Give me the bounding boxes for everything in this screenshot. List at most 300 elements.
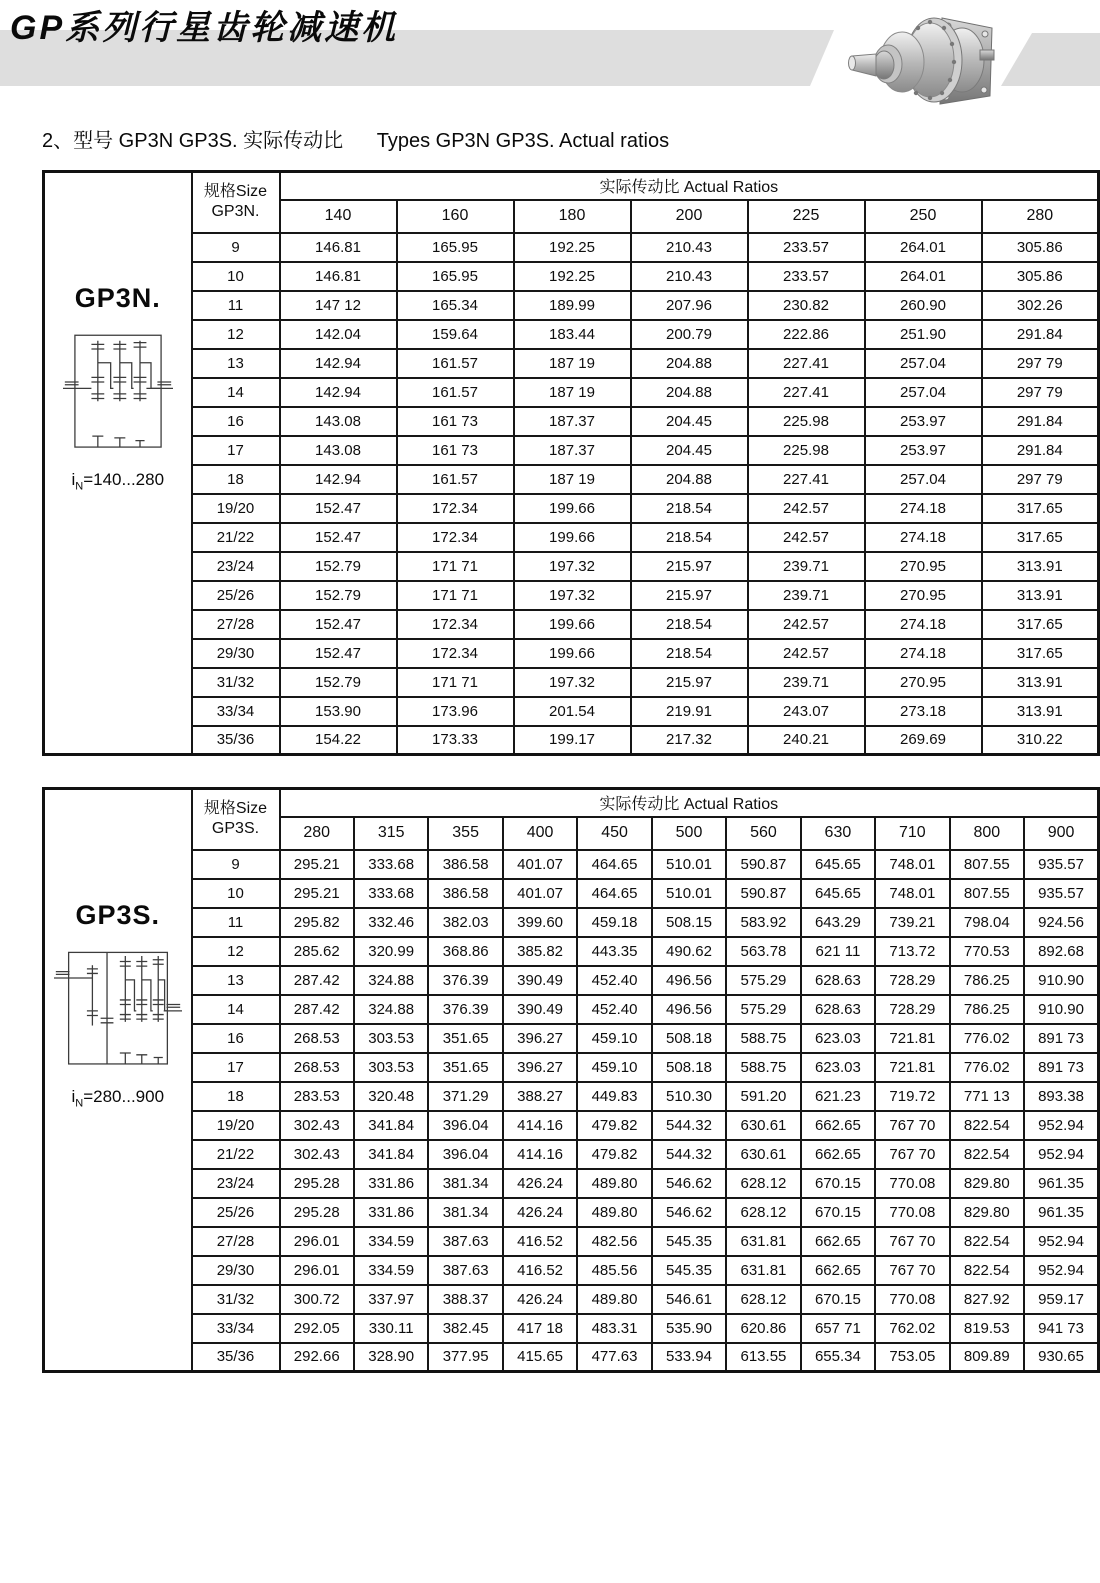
ratio-cell: 270.95 [865, 581, 982, 610]
ratio-cell: 628.63 [801, 995, 875, 1024]
table-row [44, 966, 1099, 995]
ratio-cell: 591.20 [726, 1082, 800, 1111]
ratio-cell: 630.61 [726, 1111, 800, 1140]
ratio-cell: 295.21 [280, 850, 354, 879]
table-row [44, 1285, 1099, 1314]
ratio-cell: 217.32 [631, 726, 748, 755]
ratio-cell: 829.80 [950, 1169, 1024, 1198]
ratio-cell: 819.53 [950, 1314, 1024, 1343]
page-title: GP系列行星齿轮减速机 [10, 9, 399, 47]
table-row [44, 1227, 1099, 1256]
ratio-cell: 152.79 [280, 552, 397, 581]
ratio-cell: 204.45 [631, 436, 748, 465]
ratio-cell: 302.43 [280, 1111, 354, 1140]
ratio-cell: 324.88 [354, 995, 428, 1024]
ratio-cell: 187 19 [514, 349, 631, 378]
ratio-col-header: 140 [280, 200, 397, 233]
ratio-cell: 952.94 [1024, 1256, 1099, 1285]
ratio-cell: 331.86 [354, 1169, 428, 1198]
size-cell: 35/36 [192, 1343, 280, 1372]
ratio-cell: 753.05 [875, 1343, 949, 1372]
ratio-cell: 482.56 [577, 1227, 651, 1256]
ratio-cell: 295.82 [280, 908, 354, 937]
ratio-cell: 827.92 [950, 1285, 1024, 1314]
ratio-cell: 159.64 [397, 320, 514, 349]
ratio-cell: 320.48 [354, 1082, 428, 1111]
ratio-cell: 822.54 [950, 1111, 1024, 1140]
size-cell: 31/32 [192, 1285, 280, 1314]
ratio-cell: 376.39 [428, 966, 502, 995]
gp3s-ratio-range: $i_N=280...900$ [71, 1087, 165, 1110]
ratio-cell: 798.04 [950, 908, 1024, 937]
ratio-cell: 952.94 [1024, 1140, 1099, 1169]
table-row [44, 995, 1099, 1024]
ratio-cell: 631.81 [726, 1227, 800, 1256]
ratio-cell: 199.66 [514, 494, 631, 523]
ratio-cell: 199.66 [514, 523, 631, 552]
ratio-col-header: 900 [1024, 817, 1099, 850]
ratio-cell: 218.54 [631, 610, 748, 639]
size-cell: 11 [192, 291, 280, 320]
ratio-cell: 334.59 [354, 1256, 428, 1285]
ratio-cell: 385.82 [503, 937, 577, 966]
ratio-cell: 770.08 [875, 1169, 949, 1198]
ratio-cell: 510.01 [652, 879, 726, 908]
ratio-cell: 233.57 [748, 233, 865, 262]
decorative-parallelogram [1001, 33, 1100, 86]
ratio-cell: 297 79 [982, 465, 1099, 494]
ratio-cell: 172.34 [397, 523, 514, 552]
ratio-cell: 371.29 [428, 1082, 502, 1111]
table-row [44, 291, 1099, 320]
gp3s-ratio-table [42, 787, 1100, 1373]
ratio-cell: 152.47 [280, 639, 397, 668]
ratio-cell: 173.33 [397, 726, 514, 755]
gp3s-kinematic-diagram [54, 941, 182, 1079]
ratio-cell: 670.15 [801, 1169, 875, 1198]
ratio-cell: 152.47 [280, 610, 397, 639]
size-cell: 31/32 [192, 668, 280, 697]
size-cell: 10 [192, 262, 280, 291]
ratio-cell: 152.79 [280, 581, 397, 610]
table-row [44, 523, 1099, 552]
table-row [44, 610, 1099, 639]
ratio-cell: 310.22 [982, 726, 1099, 755]
ratio-cell: 285.62 [280, 937, 354, 966]
ratio-cell: 381.34 [428, 1198, 502, 1227]
ratio-cell: 721.81 [875, 1024, 949, 1053]
ratio-cell: 959.17 [1024, 1285, 1099, 1314]
ratio-cell: 264.01 [865, 233, 982, 262]
ratio-cell: 165.34 [397, 291, 514, 320]
gp3n-ratio-table [42, 170, 1100, 756]
ratio-cell: 204.88 [631, 465, 748, 494]
ratio-cell: 253.97 [865, 436, 982, 465]
size-cell: 23/24 [192, 552, 280, 581]
ratio-col-header: 250 [865, 200, 982, 233]
ratio-cell: 172.34 [397, 494, 514, 523]
ratio-cell: 317.65 [982, 610, 1099, 639]
ratio-cell: 822.54 [950, 1256, 1024, 1285]
section-heading [42, 124, 669, 153]
ratio-cell: 396.04 [428, 1111, 502, 1140]
ratio-cell: 287.42 [280, 995, 354, 1024]
ratio-cell: 546.61 [652, 1285, 726, 1314]
ratio-cell: 807.55 [950, 879, 1024, 908]
ratio-cell: 292.05 [280, 1314, 354, 1343]
ratio-cell: 317.65 [982, 523, 1099, 552]
ratio-cell: 396.27 [503, 1053, 577, 1082]
ratio-cell: 719.72 [875, 1082, 949, 1111]
ratio-cell: 941 73 [1024, 1314, 1099, 1343]
ratio-cell: 239.71 [748, 552, 865, 581]
table-row [44, 378, 1099, 407]
ratio-cell: 161 73 [397, 436, 514, 465]
ratio-cell: 171 71 [397, 552, 514, 581]
size-cell: 14 [192, 378, 280, 407]
ratio-cell: 643.29 [801, 908, 875, 937]
ratio-cell: 713.72 [875, 937, 949, 966]
table-row [44, 465, 1099, 494]
ratio-cell: 165.95 [397, 233, 514, 262]
ratio-cell: 739.21 [875, 908, 949, 937]
ratio-cell: 891 73 [1024, 1053, 1099, 1082]
ratio-cell: 270.95 [865, 552, 982, 581]
ratio-cell: 952.94 [1024, 1111, 1099, 1140]
ratio-cell: 143.08 [280, 407, 397, 436]
ratio-cell: 510.30 [652, 1082, 726, 1111]
size-cell: 13 [192, 349, 280, 378]
ratio-col-header: 800 [950, 817, 1024, 850]
gp3s-ratio-table-wrap [42, 787, 1100, 1373]
ratio-cell: 242.57 [748, 610, 865, 639]
ratio-col-header: 355 [428, 817, 502, 850]
ratio-cell: 233.57 [748, 262, 865, 291]
ratio-cell: 295.28 [280, 1169, 354, 1198]
ratio-cell: 387.63 [428, 1227, 502, 1256]
ratio-cell: 390.49 [503, 966, 577, 995]
ratio-cell: 662.65 [801, 1256, 875, 1285]
ratio-cell: 201.54 [514, 697, 631, 726]
ratio-cell: 382.03 [428, 908, 502, 937]
ratio-cell: 313.91 [982, 668, 1099, 697]
ratio-cell: 218.54 [631, 494, 748, 523]
table-row [44, 879, 1099, 908]
ratio-cell: 477.63 [577, 1343, 651, 1372]
ratio-cell: 305.86 [982, 233, 1099, 262]
ratio-cell: 575.29 [726, 966, 800, 995]
ratio-col-header: 160 [397, 200, 514, 233]
ratio-cell: 386.58 [428, 879, 502, 908]
ratio-cell: 333.68 [354, 879, 428, 908]
table-row [44, 349, 1099, 378]
ratio-cell: 396.04 [428, 1140, 502, 1169]
ratio-cell: 273.18 [865, 697, 982, 726]
ratio-cell: 268.53 [280, 1024, 354, 1053]
ratio-cell: 257.04 [865, 349, 982, 378]
actual-ratios-header: 实际传动比 Actual Ratios [280, 789, 1099, 817]
ratio-cell: 215.97 [631, 552, 748, 581]
size-cell: 33/34 [192, 697, 280, 726]
ratio-cell: 396.27 [503, 1024, 577, 1053]
ratio-cell: 324.88 [354, 966, 428, 995]
ratio-cell: 142.94 [280, 349, 397, 378]
ratio-cell: 341.84 [354, 1140, 428, 1169]
ratio-cell: 935.57 [1024, 879, 1099, 908]
ratio-cell: 187.37 [514, 407, 631, 436]
ratio-cell: 300.72 [280, 1285, 354, 1314]
ratio-cell: 910.90 [1024, 995, 1099, 1024]
ratio-cell: 333.68 [354, 850, 428, 879]
ratio-cell: 893.38 [1024, 1082, 1099, 1111]
ratio-cell: 545.35 [652, 1227, 726, 1256]
ratio-cell: 197.32 [514, 552, 631, 581]
ratio-cell: 387.63 [428, 1256, 502, 1285]
ratio-cell: 459.10 [577, 1053, 651, 1082]
ratio-cell: 924.56 [1024, 908, 1099, 937]
ratio-cell: 283.53 [280, 1082, 354, 1111]
ratio-cell: 199.17 [514, 726, 631, 755]
section-heading-en: Types GP3N GP3S. Actual ratios [376, 130, 670, 152]
ratio-cell: 449.83 [577, 1082, 651, 1111]
ratio-cell: 218.54 [631, 523, 748, 552]
ratio-cell: 292.66 [280, 1343, 354, 1372]
ratio-cell: 416.52 [503, 1256, 577, 1285]
ratio-cell: 459.10 [577, 1024, 651, 1053]
ratio-cell: 728.29 [875, 995, 949, 1024]
ratio-cell: 479.82 [577, 1140, 651, 1169]
ratio-cell: 287.42 [280, 966, 354, 995]
table-row [44, 1198, 1099, 1227]
ratio-cell: 295.21 [280, 879, 354, 908]
ratio-cell: 210.43 [631, 233, 748, 262]
ratio-cell: 426.24 [503, 1198, 577, 1227]
ratio-cell: 334.59 [354, 1227, 428, 1256]
gp3n-size-header: 规格Size GP3N. [192, 172, 280, 233]
ratio-cell: 147 12 [280, 291, 397, 320]
size-cell: 21/22 [192, 1140, 280, 1169]
gp3n-ratio-range: $i_N=140...280$ [71, 470, 165, 493]
ratio-cell: 414.16 [503, 1140, 577, 1169]
ratio-cell: 508.18 [652, 1053, 726, 1082]
ratio-cell: 452.40 [577, 995, 651, 1024]
ratio-col-header: 280 [982, 200, 1099, 233]
ratio-cell: 227.41 [748, 378, 865, 407]
ratio-col-header: 180 [514, 200, 631, 233]
size-cell: 12 [192, 937, 280, 966]
ratio-cell: 452.40 [577, 966, 651, 995]
ratio-cell: 227.41 [748, 349, 865, 378]
ratio-cell: 490.62 [652, 937, 726, 966]
ratio-cell: 172.34 [397, 639, 514, 668]
ratio-cell: 146.81 [280, 233, 397, 262]
size-cell: 16 [192, 1024, 280, 1053]
ratio-cell: 368.86 [428, 937, 502, 966]
ratio-cell: 351.65 [428, 1053, 502, 1082]
ratio-cell: 401.07 [503, 850, 577, 879]
ratio-cell: 623.03 [801, 1053, 875, 1082]
ratio-cell: 891 73 [1024, 1024, 1099, 1053]
ratio-cell: 317.65 [982, 639, 1099, 668]
ratio-cell: 268.53 [280, 1053, 354, 1082]
ratio-cell: 621 11 [801, 937, 875, 966]
ratio-cell: 508.18 [652, 1024, 726, 1053]
ratio-cell: 341.84 [354, 1111, 428, 1140]
table-row [44, 407, 1099, 436]
actual-ratios-header: 实际传动比 Actual Ratios [280, 172, 1099, 200]
ratio-cell: 770.53 [950, 937, 1024, 966]
ratio-cell: 786.25 [950, 995, 1024, 1024]
ratio-cell: 274.18 [865, 494, 982, 523]
ratio-cell: 510.01 [652, 850, 726, 879]
ratio-cell: 535.90 [652, 1314, 726, 1343]
ratio-cell: 721.81 [875, 1053, 949, 1082]
ratio-cell: 628.63 [801, 966, 875, 995]
ratio-cell: 152.47 [280, 523, 397, 552]
ratio-cell: 728.29 [875, 966, 949, 995]
ratio-cell: 631.81 [726, 1256, 800, 1285]
ratio-cell: 183.44 [514, 320, 631, 349]
ratio-cell: 270.95 [865, 668, 982, 697]
size-cell: 33/34 [192, 1314, 280, 1343]
ratio-cell: 575.29 [726, 995, 800, 1024]
ratio-cell: 489.80 [577, 1198, 651, 1227]
ratio-cell: 496.56 [652, 966, 726, 995]
ratio-cell: 161.57 [397, 465, 514, 494]
ratio-cell: 767 70 [875, 1256, 949, 1285]
ratio-cell: 590.87 [726, 850, 800, 879]
ratio-cell: 303.53 [354, 1053, 428, 1082]
ratio-cell: 274.18 [865, 523, 982, 552]
ratio-cell: 204.88 [631, 378, 748, 407]
ratio-cell: 776.02 [950, 1053, 1024, 1082]
ratio-cell: 313.91 [982, 581, 1099, 610]
ratio-cell: 207.96 [631, 291, 748, 320]
section-heading-zh: 2、型号 GP3N GP3S. 实际传动比 [42, 130, 344, 152]
size-cell: 11 [192, 908, 280, 937]
ratio-cell: 351.65 [428, 1024, 502, 1053]
ratio-cell: 197.32 [514, 668, 631, 697]
ratio-cell: 330.11 [354, 1314, 428, 1343]
ratio-cell: 657 71 [801, 1314, 875, 1343]
size-cell: 25/26 [192, 581, 280, 610]
ratio-cell: 829.80 [950, 1198, 1024, 1227]
ratio-cell: 242.57 [748, 639, 865, 668]
ratio-cell: 242.57 [748, 494, 865, 523]
ratio-cell: 197.32 [514, 581, 631, 610]
ratio-cell: 381.34 [428, 1169, 502, 1198]
size-cell: 18 [192, 1082, 280, 1111]
ratio-cell: 142.94 [280, 465, 397, 494]
ratio-cell: 230.82 [748, 291, 865, 320]
ratio-cell: 485.56 [577, 1256, 651, 1285]
ratio-cell: 146.81 [280, 262, 397, 291]
ratio-cell: 662.65 [801, 1227, 875, 1256]
table-row [44, 233, 1099, 262]
ratio-cell: 264.01 [865, 262, 982, 291]
ratio-cell: 313.91 [982, 697, 1099, 726]
ratio-cell: 767 70 [875, 1227, 949, 1256]
ratio-cell: 390.49 [503, 995, 577, 1024]
ratio-cell: 770.08 [875, 1285, 949, 1314]
ratio-cell: 165.95 [397, 262, 514, 291]
table-row [44, 726, 1099, 755]
ratio-cell: 670.15 [801, 1285, 875, 1314]
table-row [44, 581, 1099, 610]
ratio-cell: 464.65 [577, 879, 651, 908]
ratio-cell: 508.15 [652, 908, 726, 937]
table-row [44, 850, 1099, 879]
size-cell: 27/28 [192, 1227, 280, 1256]
ratio-cell: 142.94 [280, 378, 397, 407]
ratio-cell: 331.86 [354, 1198, 428, 1227]
ratio-cell: 296.01 [280, 1256, 354, 1285]
ratio-cell: 930.65 [1024, 1343, 1099, 1372]
ratio-cell: 822.54 [950, 1140, 1024, 1169]
ratio-cell: 748.01 [875, 879, 949, 908]
ratio-cell: 588.75 [726, 1053, 800, 1082]
size-cell: 16 [192, 407, 280, 436]
gearbox-photo [842, 2, 1002, 116]
size-cell: 23/24 [192, 1169, 280, 1198]
size-cell: 9 [192, 850, 280, 879]
ratio-cell: 628.12 [726, 1169, 800, 1198]
ratio-cell: 297 79 [982, 349, 1099, 378]
ratio-cell: 459.18 [577, 908, 651, 937]
ratio-cell: 187 19 [514, 465, 631, 494]
size-cell: 19/20 [192, 1111, 280, 1140]
ratio-cell: 204.88 [631, 349, 748, 378]
ratio-cell: 662.65 [801, 1140, 875, 1169]
ratio-cell: 239.71 [748, 581, 865, 610]
ratio-cell: 961.35 [1024, 1169, 1099, 1198]
ratio-cell: 388.27 [503, 1082, 577, 1111]
ratio-col-header: 560 [726, 817, 800, 850]
ratio-cell: 613.55 [726, 1343, 800, 1372]
ratio-cell: 776.02 [950, 1024, 1024, 1053]
ratio-cell: 401.07 [503, 879, 577, 908]
ratio-cell: 313.91 [982, 552, 1099, 581]
ratio-cell: 171 71 [397, 668, 514, 697]
ratio-cell: 291.84 [982, 407, 1099, 436]
ratio-cell: 483.31 [577, 1314, 651, 1343]
ratio-cell: 305.86 [982, 262, 1099, 291]
ratio-cell: 199.66 [514, 639, 631, 668]
gp3n-kinematic-diagram [63, 324, 173, 462]
ratio-cell: 910.90 [1024, 966, 1099, 995]
ratio-cell: 257.04 [865, 378, 982, 407]
ratio-cell: 807.55 [950, 850, 1024, 879]
ratio-cell: 222.86 [748, 320, 865, 349]
ratio-cell: 892.68 [1024, 937, 1099, 966]
ratio-cell: 320.99 [354, 937, 428, 966]
ratio-cell: 416.52 [503, 1227, 577, 1256]
ratio-cell: 489.80 [577, 1285, 651, 1314]
ratio-cell: 332.46 [354, 908, 428, 937]
ratio-cell: 952.94 [1024, 1227, 1099, 1256]
ratio-cell: 464.65 [577, 850, 651, 879]
ratio-col-header: 280 [280, 817, 354, 850]
ratio-cell: 583.92 [726, 908, 800, 937]
ratio-cell: 204.45 [631, 407, 748, 436]
ratio-cell: 620.86 [726, 1314, 800, 1343]
ratio-cell: 770.08 [875, 1198, 949, 1227]
ratio-cell: 822.54 [950, 1227, 1024, 1256]
table-row [44, 1053, 1099, 1082]
ratio-cell: 767 70 [875, 1111, 949, 1140]
ratio-cell: 274.18 [865, 610, 982, 639]
size-cell: 18 [192, 465, 280, 494]
